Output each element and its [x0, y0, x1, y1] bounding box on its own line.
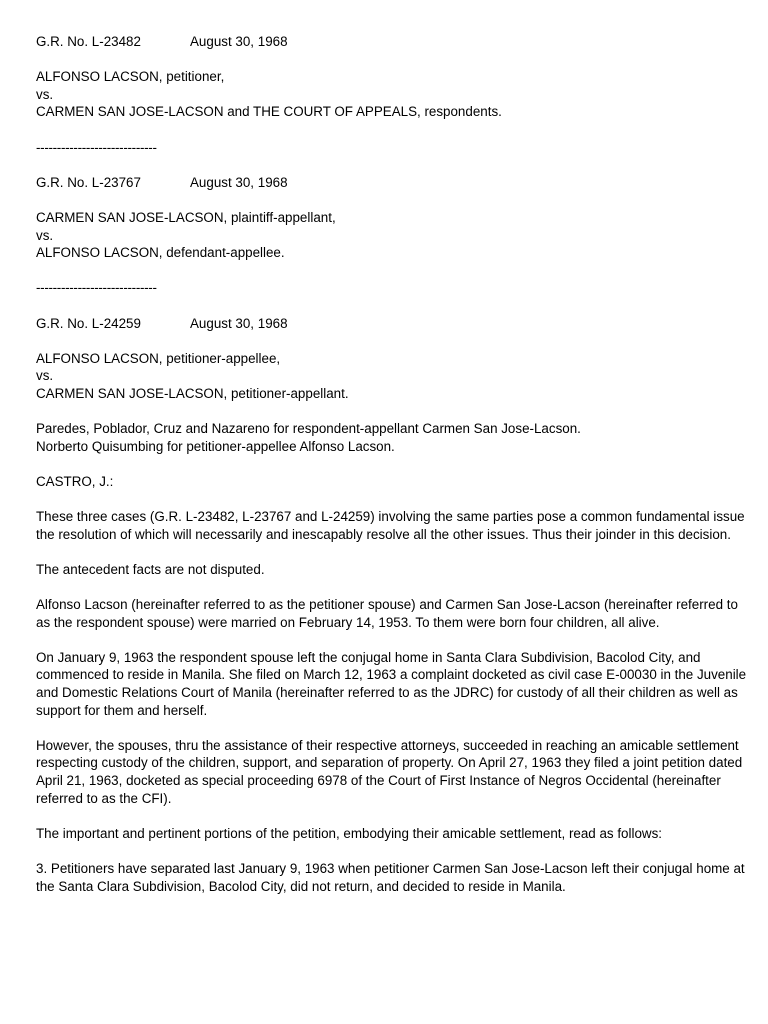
body-paragraph: Alfonso Lacson (hereinafter referred to as the petitioner spouse) and Carmen San Jose-Lacson (hereinafter referred to as the respondent spouse) were married on February 14, 1953. To them were born four children, all alive. — [36, 597, 738, 630]
case-header — [36, 174, 748, 192]
versus-label: vs. — [36, 227, 54, 243]
party-respondent: ALFONSO LACSON, defendant-appellee. — [36, 245, 285, 261]
section-divider: ----------------------------- — [36, 139, 157, 155]
decision-date: August 30, 1968 — [190, 34, 288, 49]
versus-label: vs. — [36, 86, 54, 102]
counsel-line: Paredes, Poblador, Cruz and Nazareno for respondent-appellant Carmen San Jose-Lacson. — [36, 421, 581, 437]
quoted-paragraph: 3. Petitioners have separated last January 9, 1963 when petitioner Carmen San Jose-Lacson left their conjugal home at the Santa Clara Subdivision, Bacolod City, did not return, and decided to reside in Manila. — [36, 860, 745, 894]
case-parties — [36, 68, 748, 121]
versus-label: vs. — [36, 368, 54, 384]
decision-date: August 30, 1968 — [190, 174, 288, 190]
party-petitioner: ALFONSO LACSON, petitioner-appellee, — [36, 350, 281, 366]
party-petitioner: ALFONSO LACSON, petitioner, — [36, 69, 225, 85]
ponente: CASTRO, J.: — [36, 473, 114, 489]
party-petitioner: CARMEN SAN JOSE-LACSON, plaintiff-appellant, — [36, 209, 336, 225]
body-paragraph: The important and pertinent portions of the petition, embodying their amicable settlement, read as follows: — [36, 825, 662, 841]
party-respondent: CARMEN SAN JOSE-LACSON and THE COURT OF APPEALS, respondents. — [36, 104, 502, 120]
case-parties — [36, 209, 748, 262]
case-parties — [36, 350, 748, 403]
case-number-line — [36, 174, 748, 192]
section-divider: ----------------------------- — [36, 280, 157, 296]
counsel-block — [36, 420, 748, 455]
gr-number: G.R. No. L-23767 — [36, 174, 141, 190]
body-paragraph: The antecedent facts are not disputed. — [36, 561, 265, 577]
gr-number: G.R. No. L-24259 — [36, 315, 141, 331]
case-header — [36, 33, 748, 51]
decision-date: August 30, 1968 — [190, 315, 288, 331]
body-paragraph: However, the spouses, thru the assistance of their respective attorneys, succeeded in reaching an amicable settlement respecting custody of the children, support, and separation of property. On April 27, 1963 they filed a joint petition dated April 21, 1963, docketed as special proceeding 6978 of the Court of First Instance of Negros Occidental (hereinafter referred to as the CFI). — [36, 737, 743, 806]
counsel-line: Norberto Quisumbing for petitioner-appellee Alfonso Lacson. — [36, 438, 395, 454]
body-paragraph: These three cases (G.R. L-23482, L-23767 and L-24259) involving the same parties pose a common fundamental issue the resolution of which will necessarily and inescapably resolve all the other issues. Thus their joinder in this decision. — [36, 509, 745, 542]
party-respondent: CARMEN SAN JOSE-LACSON, petitioner-appellant. — [36, 385, 349, 401]
gr-number: G.R. No. L-23482 — [36, 34, 141, 49]
case-header — [36, 315, 748, 333]
case-number-line — [36, 33, 748, 51]
body-paragraph: On January 9, 1963 the respondent spouse left the conjugal home in Santa Clara Subdivision, Bacolod City, and commenced to reside in Manila. She filed on March 12, 1963 a complaint docketed as civil case E-00030 in the Juvenile and Domestic Relations Court of Manila (hereinafter referred to as the JDRC) for custody of all their children as well as support for them and herself. — [36, 649, 747, 718]
case-number-line — [36, 315, 748, 333]
